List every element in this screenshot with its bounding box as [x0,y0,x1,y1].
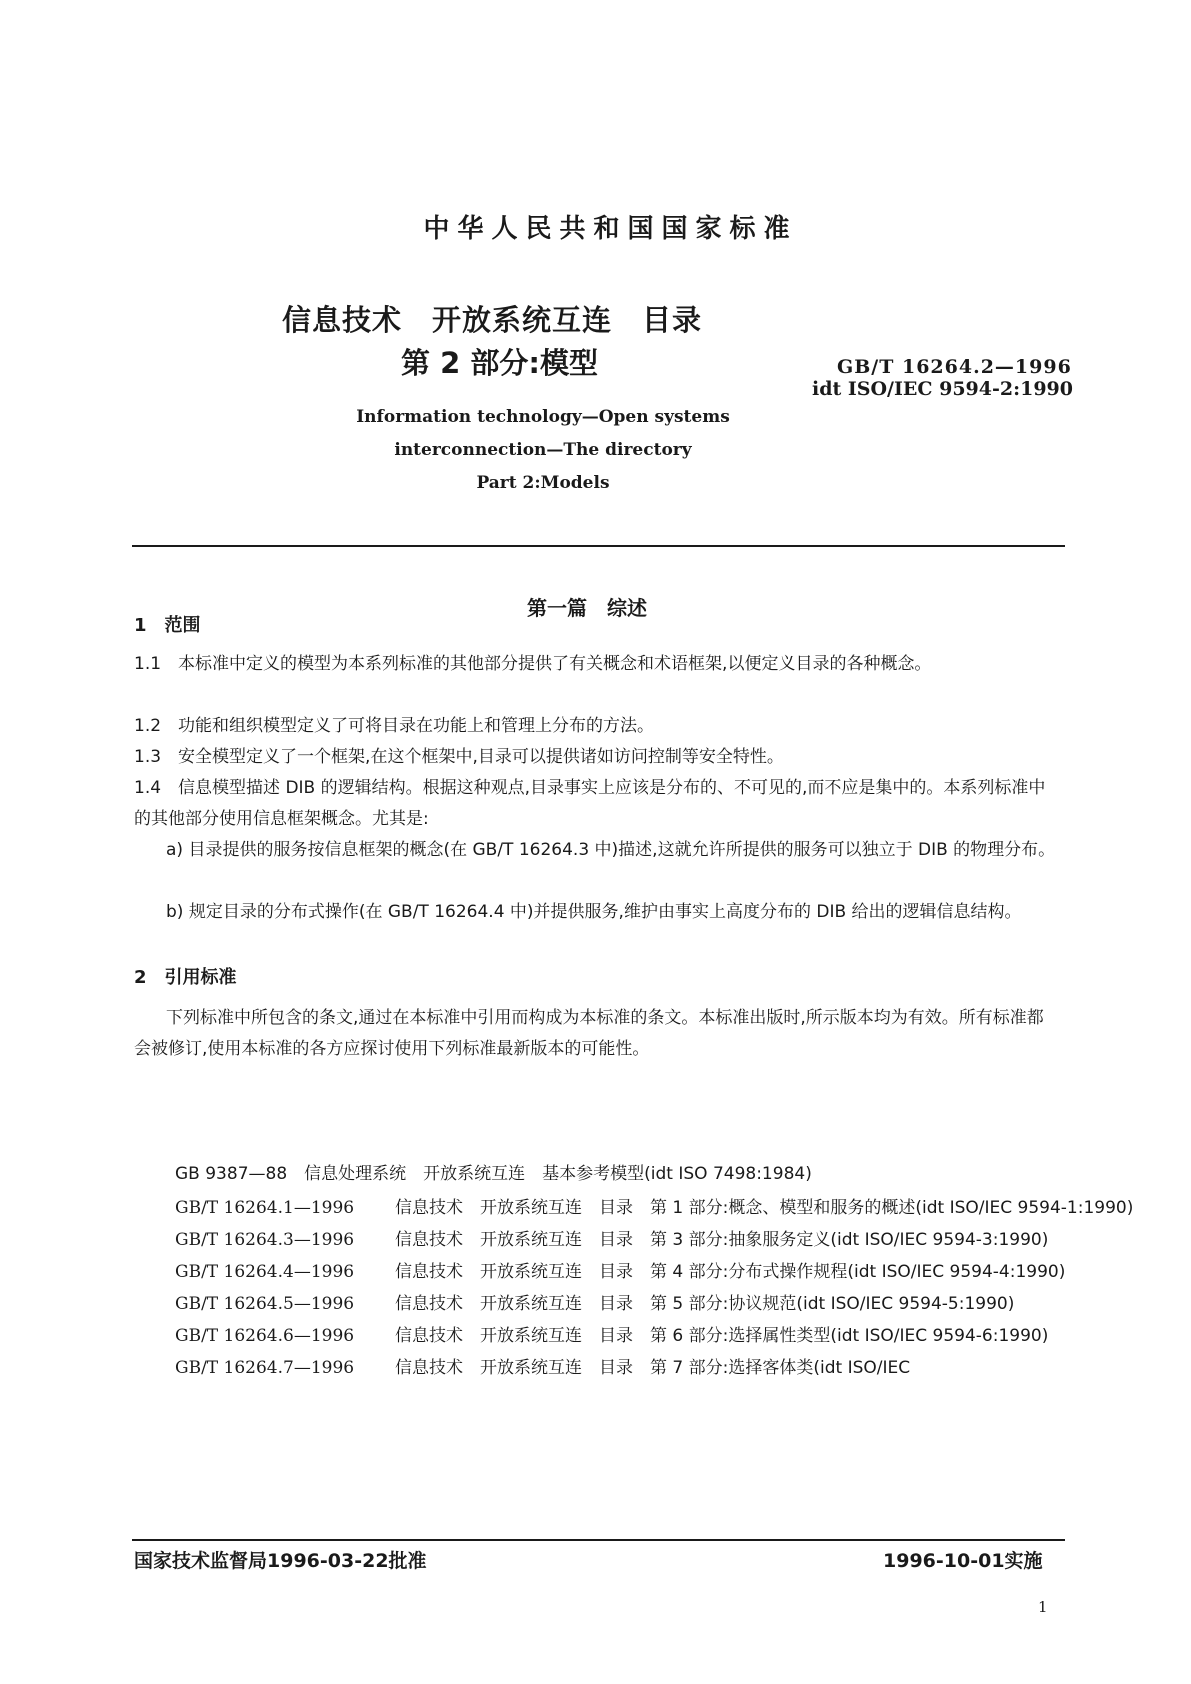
reference-list [175,1158,1134,1384]
clause-1-4-item-b: b) 规定目录的分布式操作(在 GB/T 16264.4 中)并提供服务,维护由事实上高度分布的 DIB 给出的逻辑信息结构。 [166,902,1022,922]
section-2-intro: 下列标准中所包含的条文,通过在本标准中引用而构成为本标准的条文。本标准出版时,所示版本均为有效。所有标准都会被修订,使用本标准的各方应探讨使用下列标准最新版本的可能性。 [134,1008,1044,1059]
identical-standard: idt ISO/IEC 9594-2:1990 [812,378,1073,400]
reference-gb9387: GB 9387—88 信息处理系统 开放系统互连 基本参考模型(idt ISO 7498:1984) [175,1164,812,1184]
reference-title: 信息技术 开放系统互连 目录 第 3 部分:抽象服务定义(idt ISO/IEC 9594-3:1990) [395,1230,1049,1250]
section-1-heading: 1 范围 [134,615,201,636]
reference-title: 信息技术 开放系统互连 目录 第 5 部分:协议规范(idt ISO/IEC 9594-5:1990) [395,1294,1015,1314]
part-title: 第一篇 综述 [527,596,647,620]
reference-title: 信息技术 开放系统互连 目录 第 1 部分:概念、模型和服务的概述(idt ISO/IEC 9594-1:1990) [395,1198,1134,1218]
reference-code: GB/T 16264.5—1996 [175,1294,355,1314]
reference-item [175,1192,1134,1224]
clause-1-2: 1.2 功能和组织模型定义了可将目录在功能上和管理上分布的方法。 [134,716,655,736]
title-en-line3: Part 2:Models [476,473,610,493]
title-en-line1: Information technology—Open systems [356,407,730,427]
reference-item [175,1256,1075,1288]
clause-1-4: 1.4 信息模型描述 DIB 的逻辑结构。根据这种观点,目录事实上应该是分布的、不可见的,而不应是集中的。本系列标准中的其他部分使用信息框架概念。尤其是: [134,778,1046,829]
reference-code: GB/T 16264.3—1996 [175,1230,355,1250]
clause-1-4-item-a: a) 目录提供的服务按信息框架的概念(在 GB/T 16264.3 中)描述,这就允许所提供的服务可以独立于 DIB 的物理分布。 [166,840,1056,860]
footer-divider [132,1539,1065,1541]
approval-note: 国家技术监督局1996-03-22批准 [134,1550,427,1572]
standard-number: GB/T 16264.2—1996 [837,356,1072,378]
national-standard-heading: 中华人民共和国国家标准 [423,214,798,244]
reference-item [175,1352,1075,1384]
reference-item [175,1288,1075,1320]
clause-1-3: 1.3 安全模型定义了一个框架,在这个框架中,目录可以提供诸如访问控制等安全特性。 [134,747,784,767]
section-2-heading: 2 引用标准 [134,967,237,988]
header-divider [132,545,1065,547]
title-cn-line1: 信息技术 开放系统互连 目录 [282,303,703,337]
reference-code: GB/T 16264.6—1996 [175,1326,355,1346]
reference-code: GB/T 16264.4—1996 [175,1262,355,1282]
title-cn-line2: 第 2 部分:模型 [401,346,598,380]
reference-code: GB/T 16264.7—1996 [175,1358,355,1378]
reference-code: GB/T 16264.1—1996 [175,1198,355,1218]
clause-1-1: 1.1 本标准中定义的模型为本系列标准的其他部分提供了有关概念和术语框架,以便定义目录的各种概念。 [134,654,932,674]
page-number: 1 [1038,1598,1048,1616]
implementation-date: 1996-10-01实施 [883,1550,1043,1572]
reference-title: 信息技术 开放系统互连 目录 第 4 部分:分布式操作规程(idt ISO/IEC 9594-4:1990) [395,1262,1066,1282]
reference-item [175,1224,1075,1256]
reference-title: 信息技术 开放系统互连 目录 第 7 部分:选择客体类(idt ISO/IEC [395,1358,911,1378]
title-english [0,401,1191,500]
reference-item [175,1320,1075,1352]
reference-title: 信息技术 开放系统互连 目录 第 6 部分:选择属性类型(idt ISO/IEC 9594-6:1990) [395,1326,1049,1346]
title-en-line2: interconnection—The directory [394,440,692,460]
